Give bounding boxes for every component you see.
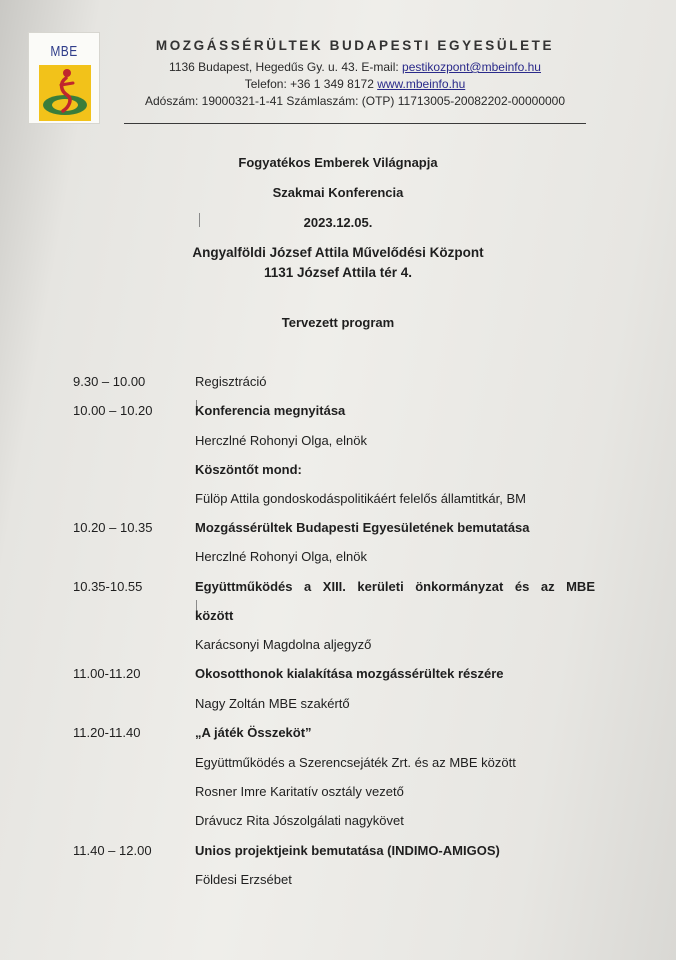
event-date: 2023.12.05. <box>303 215 373 230</box>
phone-line <box>120 77 590 91</box>
event-venue: Angyalföldi József Attila Művelődési Központ <box>192 245 484 260</box>
program-time: 10.35-10.55 <box>73 579 143 594</box>
header-divider <box>124 123 586 124</box>
website-link[interactable]: www.mbeinfo.hu <box>377 77 466 91</box>
email-link[interactable]: pestikozpont@mbeinfo.hu <box>402 60 541 74</box>
program-line: Karácsonyi Magdolna aljegyző <box>195 637 372 652</box>
tax-line: Adószám: 19000321-1-41 Számlaszám: (OTP) 11713005-20082202-00000000 <box>144 94 566 108</box>
mbe-logo <box>28 32 100 124</box>
program-line: Okosotthonok kialakítása mozgássérültek részére <box>195 666 504 681</box>
address-text: 1136 Budapest, Hegedűs Gy. u. 43. E-mail: <box>169 60 403 74</box>
program-line: Nagy Zoltán MBE szakértő <box>195 696 350 711</box>
program-time: 11.20-11.40 <box>73 725 141 740</box>
organization-name: MOZGÁSSÉRÜLTEK BUDAPESTI EGYESÜLETE <box>155 38 555 53</box>
program-line: Fülöp Attila gondoskodáspolitikáért felelős államtitkár, BM <box>195 491 526 506</box>
program-line: Unios projektjeink bemutatása (INDIMO-AMIGOS) <box>195 843 500 858</box>
scan-mark <box>199 213 200 227</box>
event-venue-address: 1131 József Attila tér 4. <box>263 265 413 280</box>
program-time: 10.20 – 10.35 <box>73 520 153 535</box>
program-heading: Tervezett program <box>281 315 395 330</box>
program-line: Együttműködés a XIII. kerületi önkormányzat és az MBE <box>195 579 595 594</box>
program-line: Köszöntőt mond: <box>195 462 302 477</box>
event-title: Fogyatékos Emberek Világnapja <box>238 155 438 170</box>
program-line: Mozgássérültek Budapesti Egyesületének bemutatása <box>195 520 530 535</box>
program-line: Földesi Erzsébet <box>195 872 292 887</box>
program-time: 11.00-11.20 <box>73 666 141 681</box>
phone-text: Telefon: +36 1 349 8172 <box>244 77 378 91</box>
program-line: Együttműködés a Szerencsejáték Zrt. és az MBE között <box>195 755 516 770</box>
logo-text: MBE <box>50 43 78 60</box>
program-line: Regisztráció <box>195 374 267 389</box>
program-time: 10.00 – 10.20 <box>73 403 153 418</box>
event-subtitle: Szakmai Konferencia <box>272 185 404 200</box>
program-time: 11.40 – 12.00 <box>73 843 152 858</box>
program-line: Konferencia megnyitása <box>195 403 346 418</box>
program-time: 9.30 – 10.00 <box>73 374 146 389</box>
program-line: Drávucz Rita Jószolgálati nagykövet <box>195 813 404 828</box>
address-line <box>120 60 590 74</box>
program-line: „A játék Összeköt” <box>195 725 312 740</box>
program-line: között <box>195 608 234 623</box>
program-line: Rosner Imre Karitatív osztály vezető <box>195 784 404 799</box>
program-line: Herczlné Rohonyi Olga, elnök <box>195 549 367 564</box>
program-line: Herczlné Rohonyi Olga, elnök <box>195 433 367 448</box>
mbe-emblem-icon <box>39 65 91 121</box>
